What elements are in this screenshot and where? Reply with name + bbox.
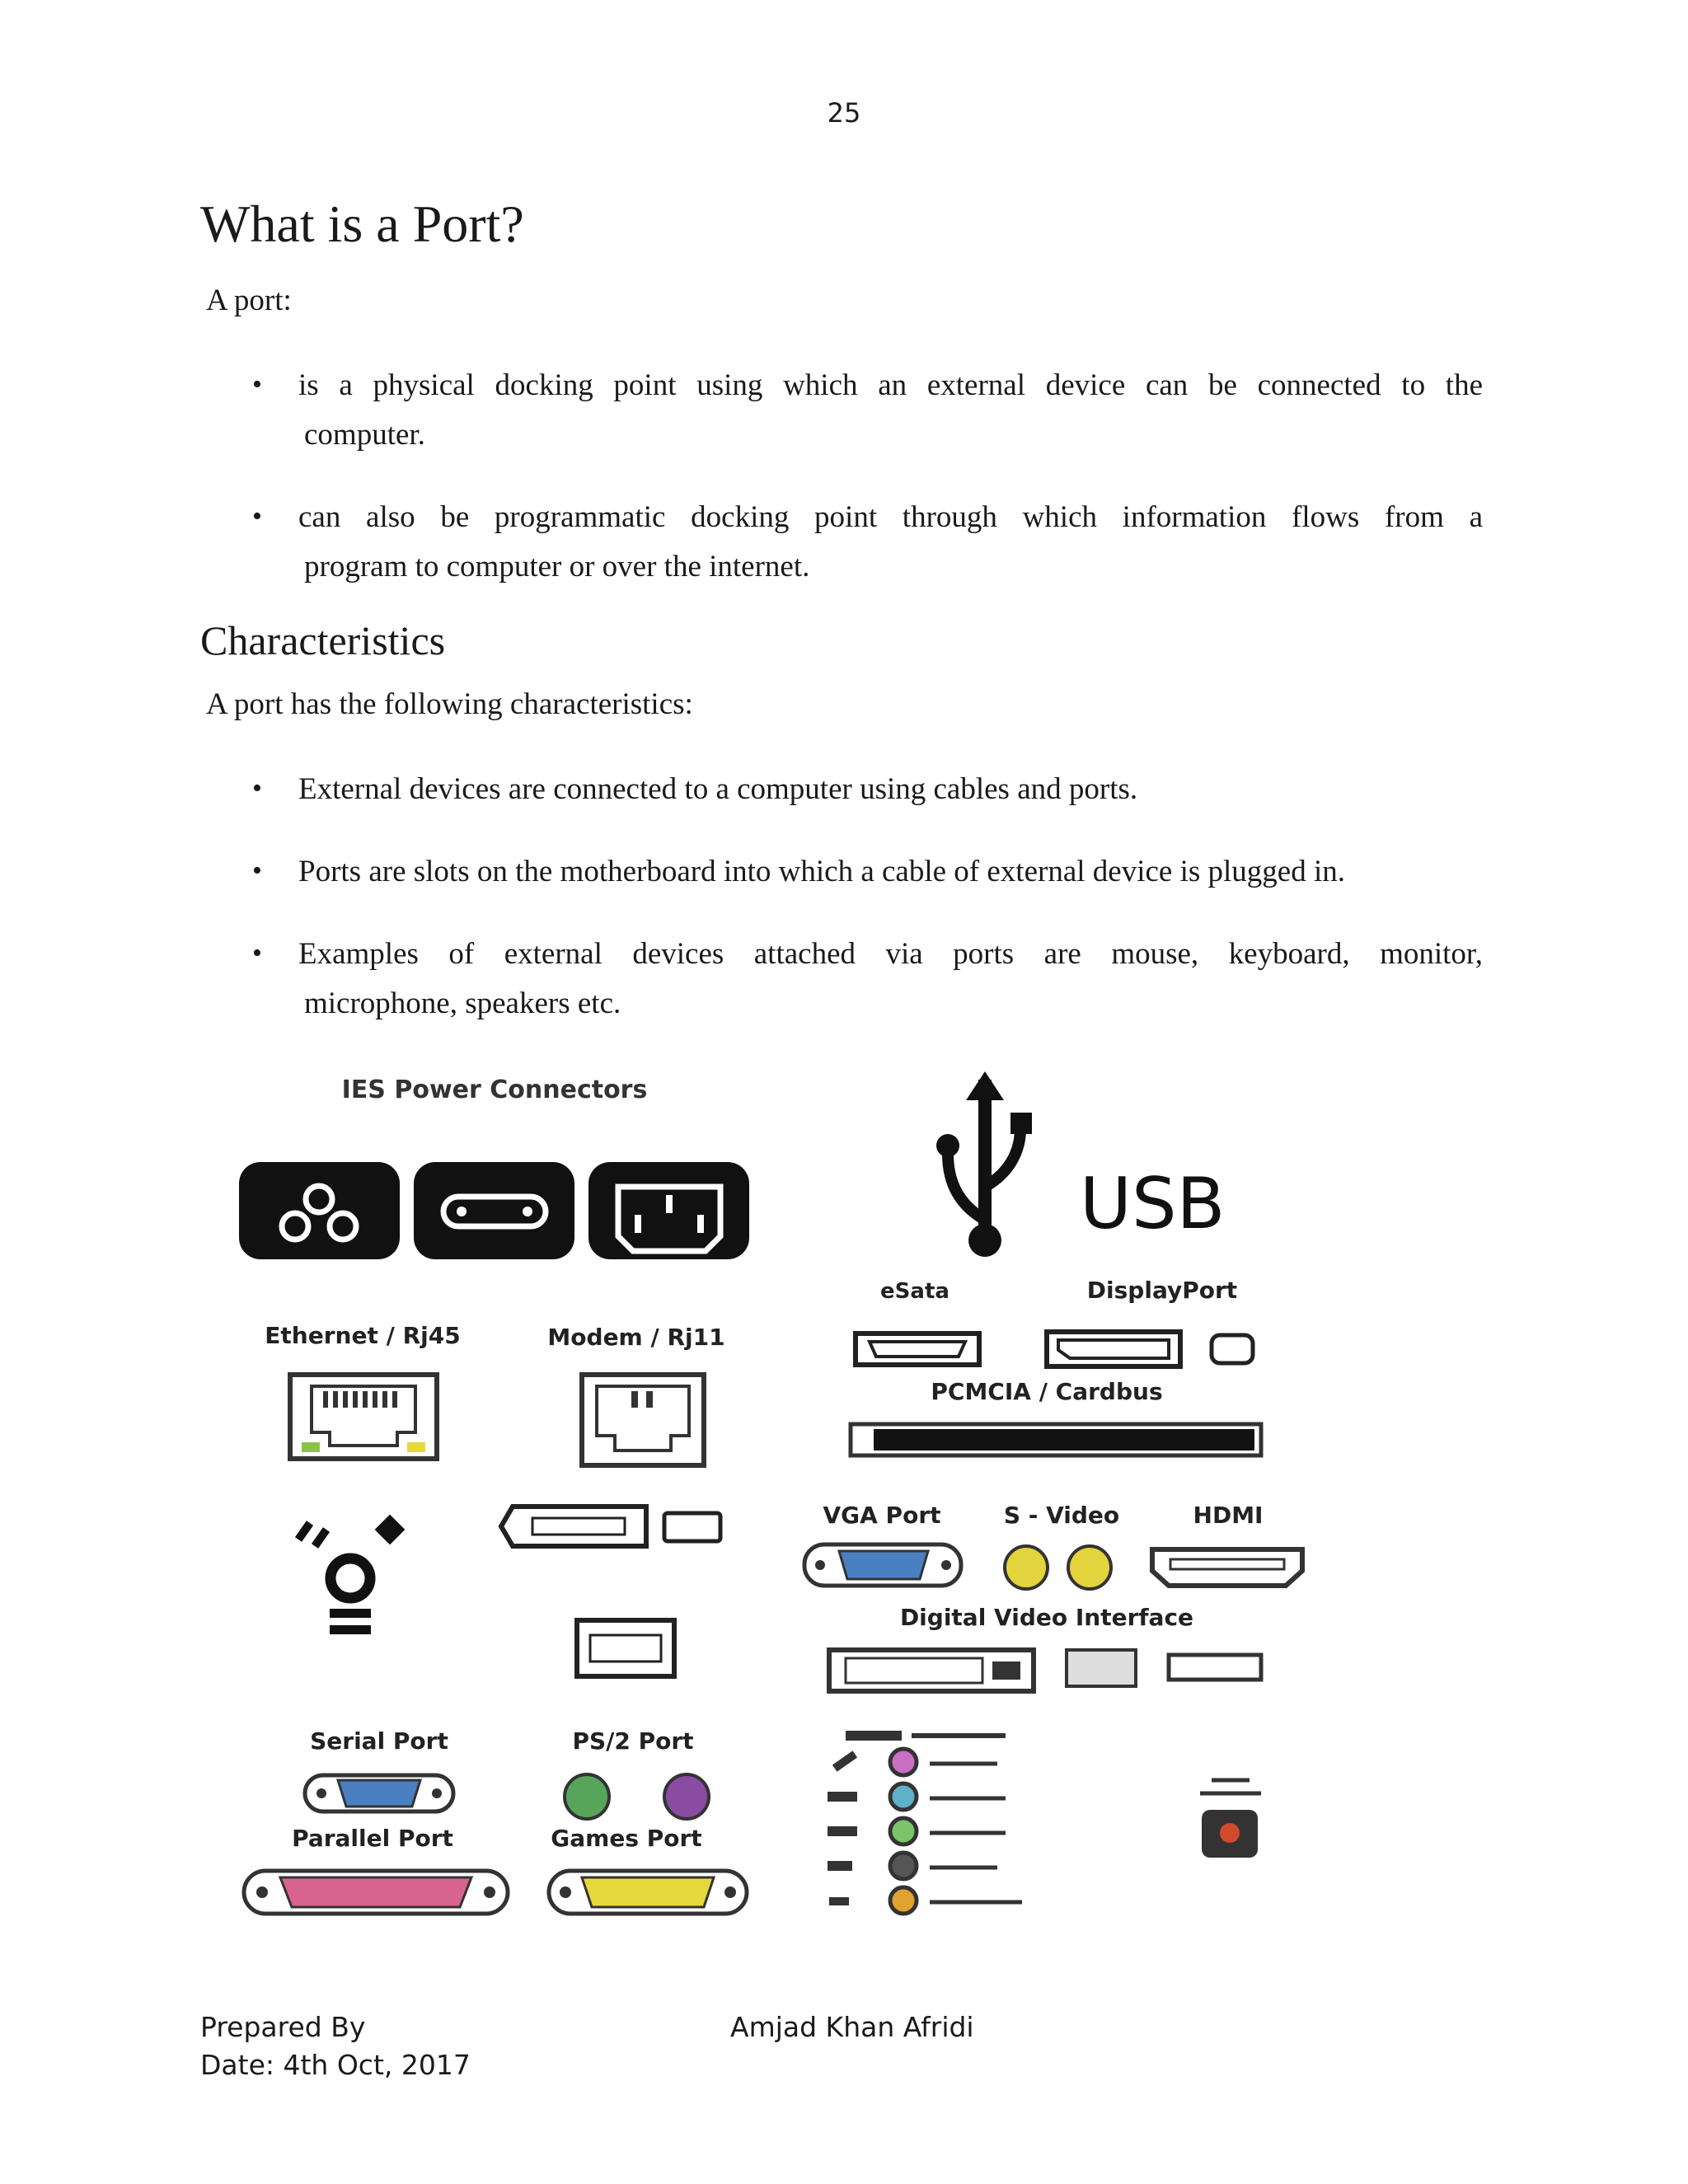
modem-label: Modem / Rj11 xyxy=(547,1324,725,1351)
power-connector-cloverleaf-icon xyxy=(239,1162,400,1259)
hdmi-label: HDMI xyxy=(1193,1502,1264,1529)
bullet-text: Ports are slots on the motherboard into which a cable of external device is plugged in. xyxy=(298,855,1345,888)
footer-author: Amjad Khan Afridi xyxy=(730,2011,974,2043)
intro-text: A port: xyxy=(206,284,292,317)
games-port-icon xyxy=(549,1871,747,1914)
serial-port-icon xyxy=(305,1775,453,1811)
hdmi-port-icon xyxy=(1152,1549,1302,1586)
ethernet-port-icon xyxy=(290,1375,437,1459)
footer-prepared-by: Prepared By xyxy=(200,2011,366,2043)
modem-port-icon xyxy=(582,1375,704,1465)
displayport-icon xyxy=(1047,1332,1253,1366)
firewire-800-port-icon xyxy=(577,1620,674,1676)
svideo-label: S - Video xyxy=(1003,1502,1120,1529)
dvi-label: Digital Video Interface xyxy=(899,1604,1194,1631)
power-connector-iec-icon xyxy=(588,1162,749,1259)
svideo-port-icon xyxy=(1005,1546,1111,1589)
audio-jacks-icon xyxy=(828,1731,1022,1914)
ps2-port-icon xyxy=(565,1774,709,1819)
serial-label: Serial Port xyxy=(310,1727,448,1755)
parallel-label: Parallel Port xyxy=(292,1825,453,1852)
firewire-logo-icon xyxy=(298,1515,405,1634)
bullet-icon: • xyxy=(252,938,262,968)
bullet-text-continued: program to computer or over the internet. xyxy=(304,550,810,583)
displayport-label: DisplayPort xyxy=(1086,1277,1238,1304)
bullet-text: is a physical docking point using which an external device can be connected to the xyxy=(298,368,1483,402)
bullet-icon: • xyxy=(252,501,262,532)
games-label: Games Port xyxy=(551,1825,702,1852)
ps2-label: PS/2 Port xyxy=(572,1727,694,1755)
bullet-icon: • xyxy=(252,773,262,804)
section-intro: A port has the following characteristics: xyxy=(206,687,693,721)
page-number: 25 xyxy=(827,97,861,129)
section-heading: Characteristics xyxy=(200,617,446,663)
bullet-icon: • xyxy=(252,369,262,400)
bullet-text-continued: computer. xyxy=(304,418,425,452)
bullet-text: External devices are connected to a computer using cables and ports. xyxy=(298,772,1138,806)
parallel-port-icon xyxy=(244,1871,508,1914)
page-title: What is a Port? xyxy=(200,194,524,253)
pcmcia-label: PCMCIA / Cardbus xyxy=(931,1378,1163,1405)
firewire-400-port-icon xyxy=(501,1507,720,1546)
dvi-port-icon xyxy=(829,1650,1261,1691)
spdif-port-icon xyxy=(1200,1780,1261,1858)
ethernet-label: Ethernet / Rj45 xyxy=(265,1322,461,1349)
bullet-text-continued: microphone, speakers etc. xyxy=(304,987,621,1020)
bullet-icon: • xyxy=(252,855,262,886)
ies-title: IES Power Connectors xyxy=(341,1076,648,1104)
vga-port-icon xyxy=(804,1544,961,1586)
usb-label: USB xyxy=(1080,1163,1226,1245)
ports-illustration xyxy=(223,1063,1327,1937)
esata-port-icon xyxy=(856,1333,979,1365)
vga-label: VGA Port xyxy=(823,1502,941,1529)
bullet-text: can also be programmatic docking point through which information flows from a xyxy=(298,500,1483,534)
esata-label: eSata xyxy=(880,1279,950,1304)
bullet-text: Examples of external devices attached via ports are mouse, keyboard, monitor, xyxy=(298,937,1483,971)
usb-icon xyxy=(936,1071,1032,1257)
footer-date: Date: 4th Oct, 2017 xyxy=(200,2049,471,2081)
pcmcia-slot-icon xyxy=(851,1424,1261,1455)
power-connector-figure8-icon xyxy=(414,1162,574,1259)
